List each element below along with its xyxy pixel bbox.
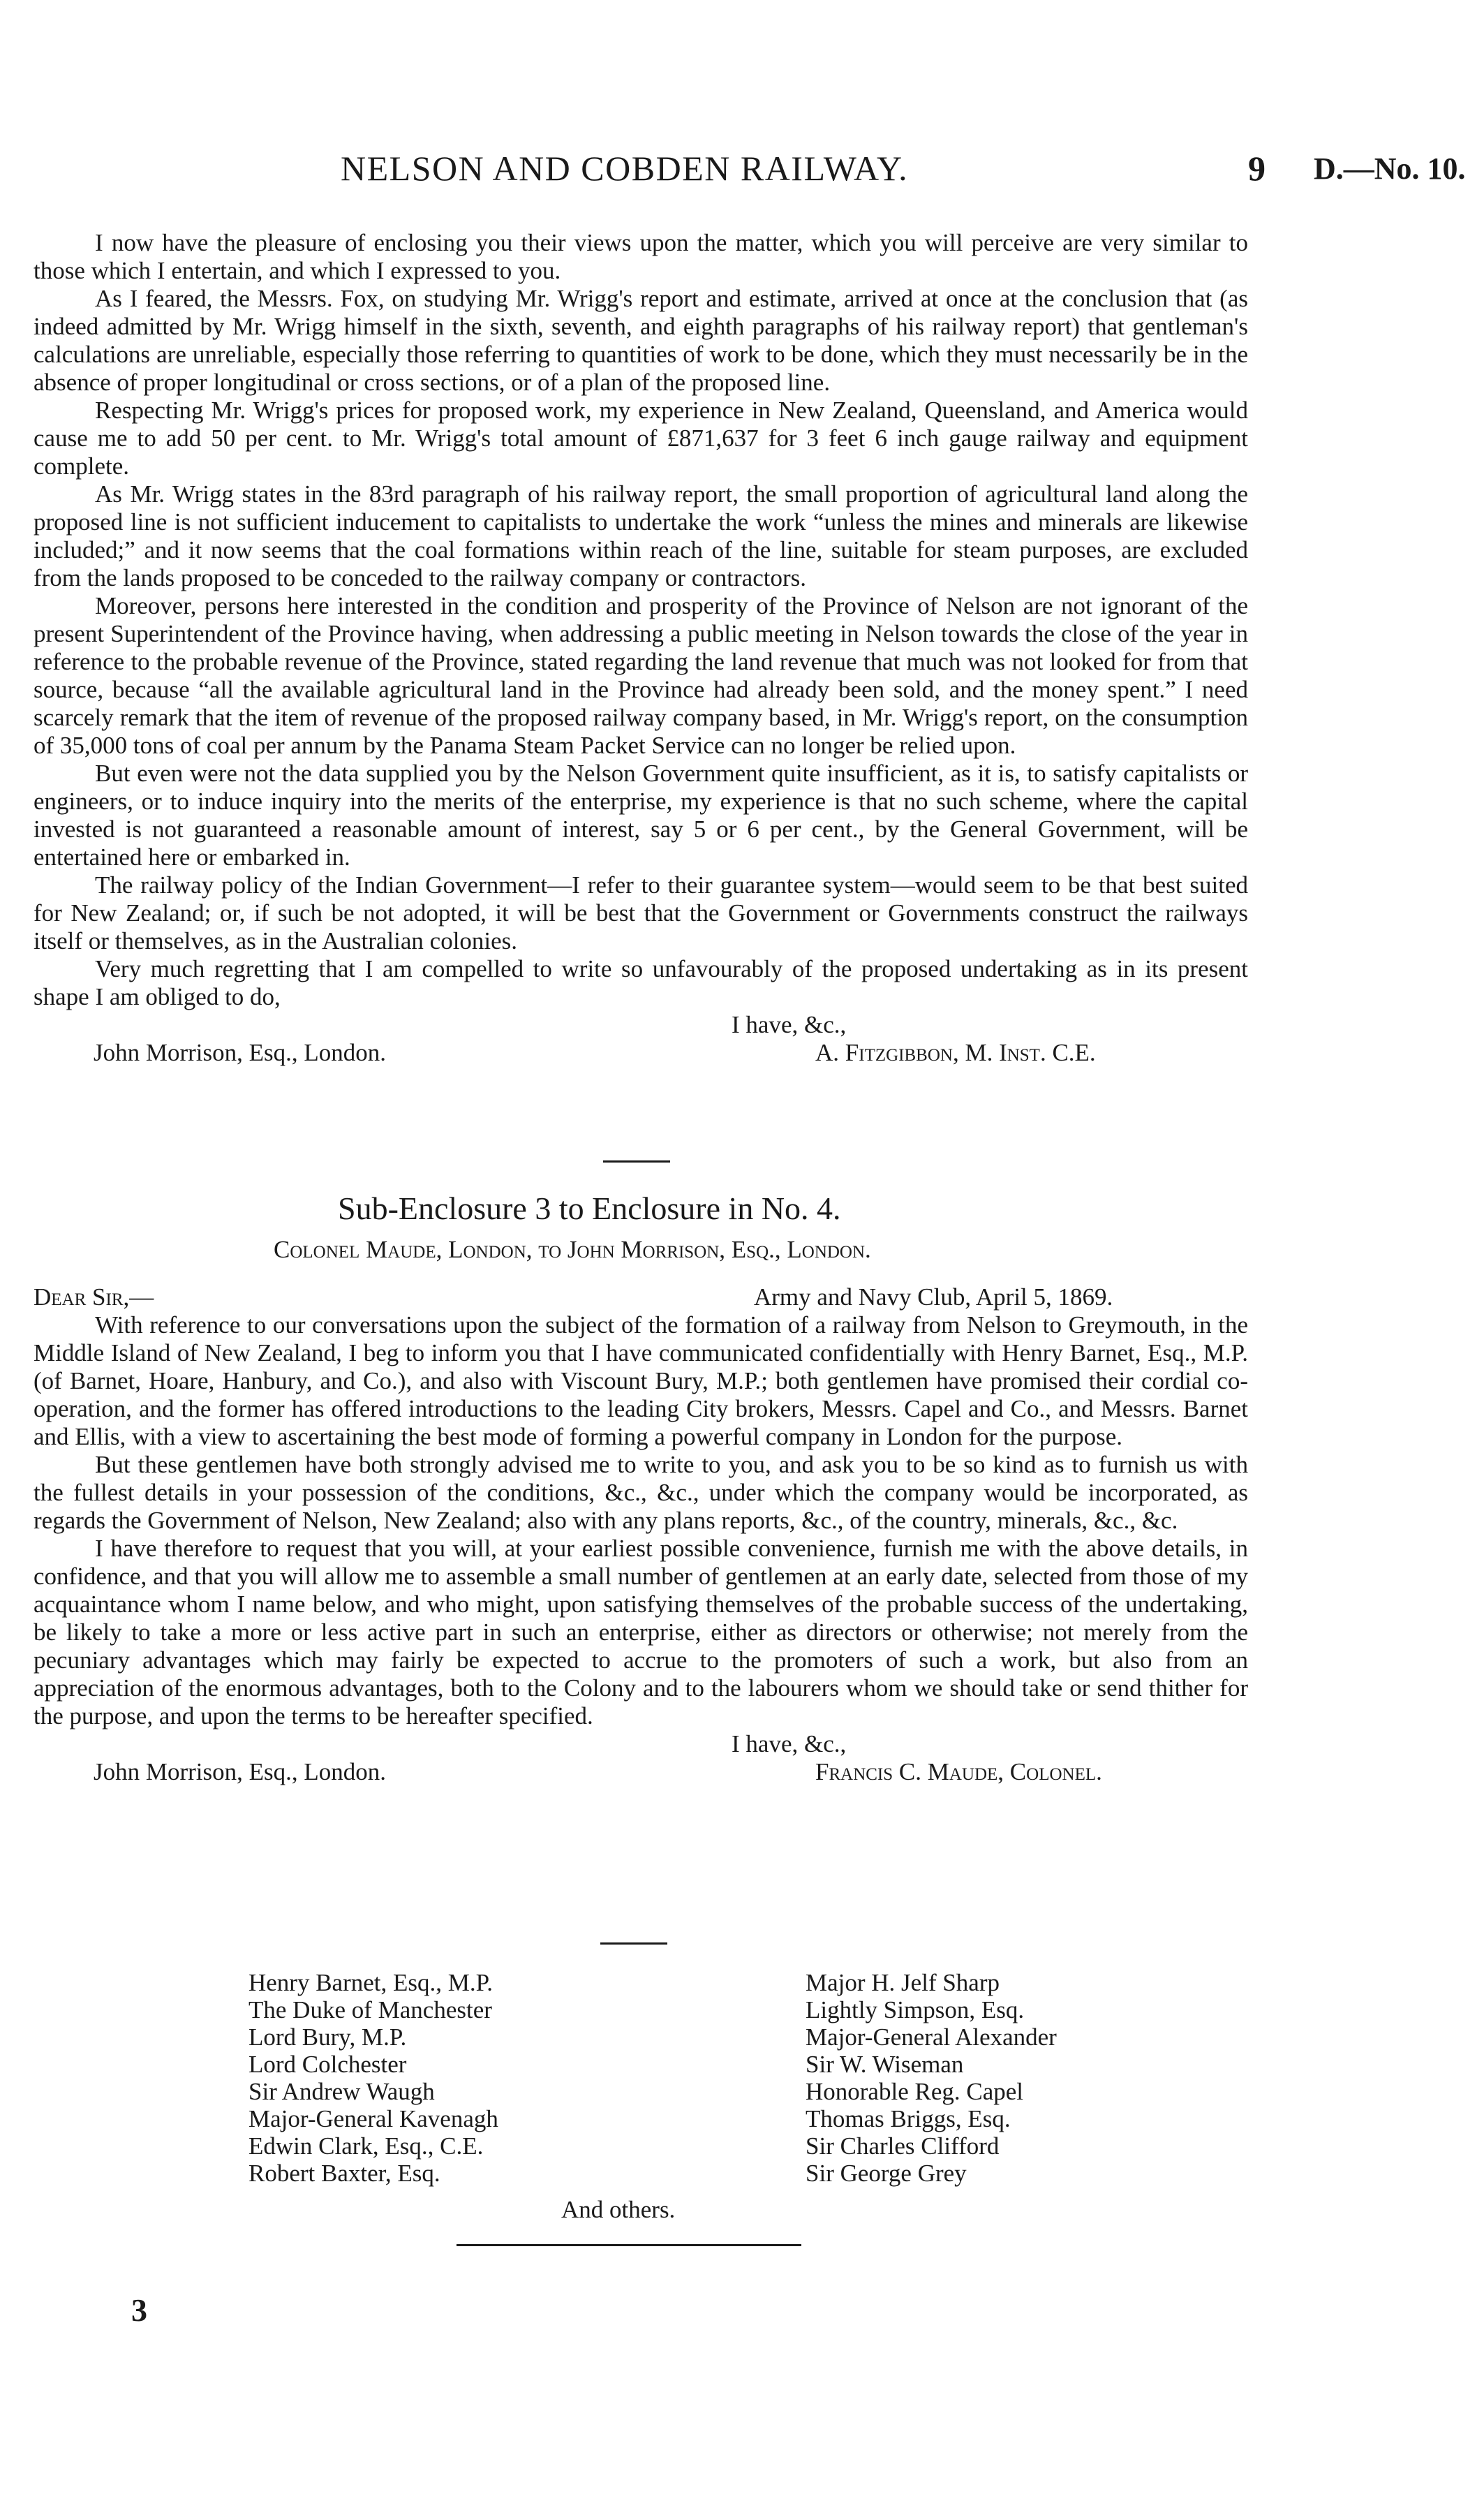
document-number: D.—No. 10. (1314, 152, 1466, 186)
paragraph: Respecting Mr. Wrigg's prices for proposed work, my experience in New Zealand, Queensland, and America would cause me to add 50 per cent. to Mr. Wrigg's total amount of £871,637 for 3 feet 6 inch gauge railway and equipment complete. (34, 397, 1248, 480)
list-item: The Duke of Manchester (248, 1996, 492, 2023)
paragraph: The railway policy of the Indian Government—I refer to their guarantee system—would seem to be that best suited for New Zealand; or, if such be not adopted, it will be best that the Government or Governments construct the railways itself or themselves, as in the Australian colonies. (34, 871, 1248, 954)
enclosure-subtitle: Colonel Maude, London, to John Morrison, Esq., London. (274, 1236, 871, 1263)
enclosure-title: Sub-Enclosure 3 to Enclosure in No. 4. (338, 1190, 841, 1226)
page-number: 9 (1248, 149, 1266, 188)
end-rule (457, 2244, 801, 2246)
list-item: Lightly Simpson, Esq. (806, 1996, 1025, 2023)
list-item: Major H. Jelf Sharp (806, 1969, 1000, 1996)
salutation: Dear Sir,— (34, 1283, 154, 1311)
signature: A. Fitzgibbon, M. Inst. C.E. (815, 1039, 1096, 1066)
paragraph: Very much regretting that I am compelled to write so unfavourably of the proposed undertaking as in its present shape I am obliged to do, (34, 955, 1248, 1010)
section-divider (600, 1942, 667, 1945)
paragraph: I now have the pleasure of enclosing you their views upon the matter, which you will perceive are very similar to those which I entertain, and which I expressed to you. (34, 229, 1248, 284)
letter-signoff (34, 1730, 1248, 1786)
letter-fitzgibbon (34, 229, 1248, 1067)
list-item: Thomas Briggs, Esq. (806, 2105, 1011, 2132)
paragraph: With reference to our conversations upon the subject of the formation of a railway from Nelson to Greymouth, in the Middle Island of New Zealand, I beg to inform you that I have communicated confidentially with Henry Barnet, Esq., M.P. (of Barnet, Hoare, Hanbury, and Co.), and also with Viscount Bury, M.P.; both gentlemen have promised their cordial co-operation, and the former has offered introductions to the leading City brokers, Messrs. Capel and Co., and Messrs. Barnet and Ellis, with a view to ascertaining the best mode of forming a powerful company in London for the purpose. (34, 1311, 1248, 1450)
page-title: NELSON AND COBDEN RAILWAY. (341, 149, 909, 188)
date-line: Army and Navy Club, April 5, 1869. (754, 1283, 1113, 1311)
paragraph: But even were not the data supplied you by the Nelson Government quite insufficient, as it is, to satisfy capitalists or engineers, or to induce inquiry into the merits of the enterprise, my experience is that no such scheme, where the capital invested is not guaranteed a reasonable amount of interest, say 5 or 6 per cent., by the General Government, will be entertained here or embarked in. (34, 760, 1248, 871)
list-item: Sir George Grey (806, 2160, 967, 2187)
signature: Francis C. Maude, Colonel. (815, 1758, 1102, 1785)
list-item: Sir Charles Clifford (806, 2132, 1000, 2160)
list-item: Robert Baxter, Esq. (248, 2160, 440, 2187)
paragraph: I have therefore to request that you will, at your earliest possible convenience, furnish me with the above details, in confidence, and that you will allow me to assemble a small number of gentlemen at an early date, selected from those of my acquaintance whom I name below, and who might, upon satisfying themselves of the probable success of the undertaking, be likely to take a more or less active part in such an enterprise, either as directors or otherwise; not merely from the pecuniary advantages which may fairly be expected to accrue to the promoters of such a work, but also from an appreciation of the enormous advantages, both to the Colony and to the labourers whom we should take or send thither for the purpose, and upon the terms to be hereafter specified. (34, 1535, 1248, 1729)
list-item: Major-General Kavenagh (248, 2105, 498, 2132)
list-item: Lord Bury, M.P. (248, 2023, 407, 2051)
paragraph: As I feared, the Messrs. Fox, on studying Mr. Wrigg's report and estimate, arrived at once at the conclusion that (as indeed admitted by Mr. Wrigg himself in the sixth, seventh, and eighth paragraphs of his railway report) that gentleman's calculations are unreliable, especially those referring to quantities of work to be done, which they must necessarily be in the absence of proper longitudinal or cross sections, or of a plan of the proposed line. (34, 285, 1248, 396)
list-item: Lord Colchester (248, 2051, 407, 2078)
letter-signoff (34, 1011, 1248, 1067)
addressee: John Morrison, Esq., London. (94, 1758, 387, 1785)
list-item: Major-General Alexander (806, 2023, 1057, 2051)
names-column-left (248, 1969, 498, 2187)
list-item: Sir Andrew Waugh (248, 2078, 435, 2105)
names-column-right (806, 1969, 1057, 2187)
and-others: And others. (561, 2196, 676, 2223)
addressee: John Morrison, Esq., London. (94, 1039, 387, 1066)
list-item: Honorable Reg. Capel (806, 2078, 1023, 2105)
paragraph: But these gentlemen have both strongly advised me to write to you, and ask you to be so kind as to furnish us with the fullest details in your possession of the conditions, &c., &c., under which the company would be incorporated, as regards the Government of Nelson, New Zealand; also with any plans reports, &c., of the country, minerals, &c., &c. (34, 1451, 1248, 1534)
paragraph: Moreover, persons here interested in the condition and prosperity of the Province of Nelson are not ignorant of the present Superintendent of the Province having, when addressing a public meeting in Nelson towards the close of the year in reference to the probable revenue of the Province, stated regarding the land revenue that much was not looked for from that source, because “all the available agricultural land in the Province had already been sold, and the money spent.” I need scarcely remark that the item of revenue of the proposed railway company based, in Mr. Wrigg's report, on the consumption of 35,000 tons of coal per annum by the Panama Steam Packet Service can no longer be relied upon. (34, 592, 1248, 759)
closing-line: I have, &c., (732, 1730, 847, 1757)
letter-maude (34, 1283, 1248, 1786)
running-head (0, 148, 1484, 190)
closing-line: I have, &c., (732, 1011, 847, 1038)
salutation-row (34, 1283, 1248, 1311)
list-item: Sir W. Wiseman (806, 2051, 964, 2078)
signature-folio: 3 (131, 2292, 147, 2328)
section-divider (603, 1160, 670, 1163)
list-item: Edwin Clark, Esq., C.E. (248, 2132, 484, 2160)
paragraph: As Mr. Wrigg states in the 83rd paragraph of his railway report, the small proportion of agricultural land along the proposed line is not sufficient inducement to capitalists to undertake the work “unless the mines and minerals are likewise included;” and it now seems that the coal formations within reach of the line, suitable for steam purposes, are excluded from the lands proposed to be conceded to the railway company or contractors. (34, 480, 1248, 591)
list-item: Henry Barnet, Esq., M.P. (248, 1969, 493, 1996)
